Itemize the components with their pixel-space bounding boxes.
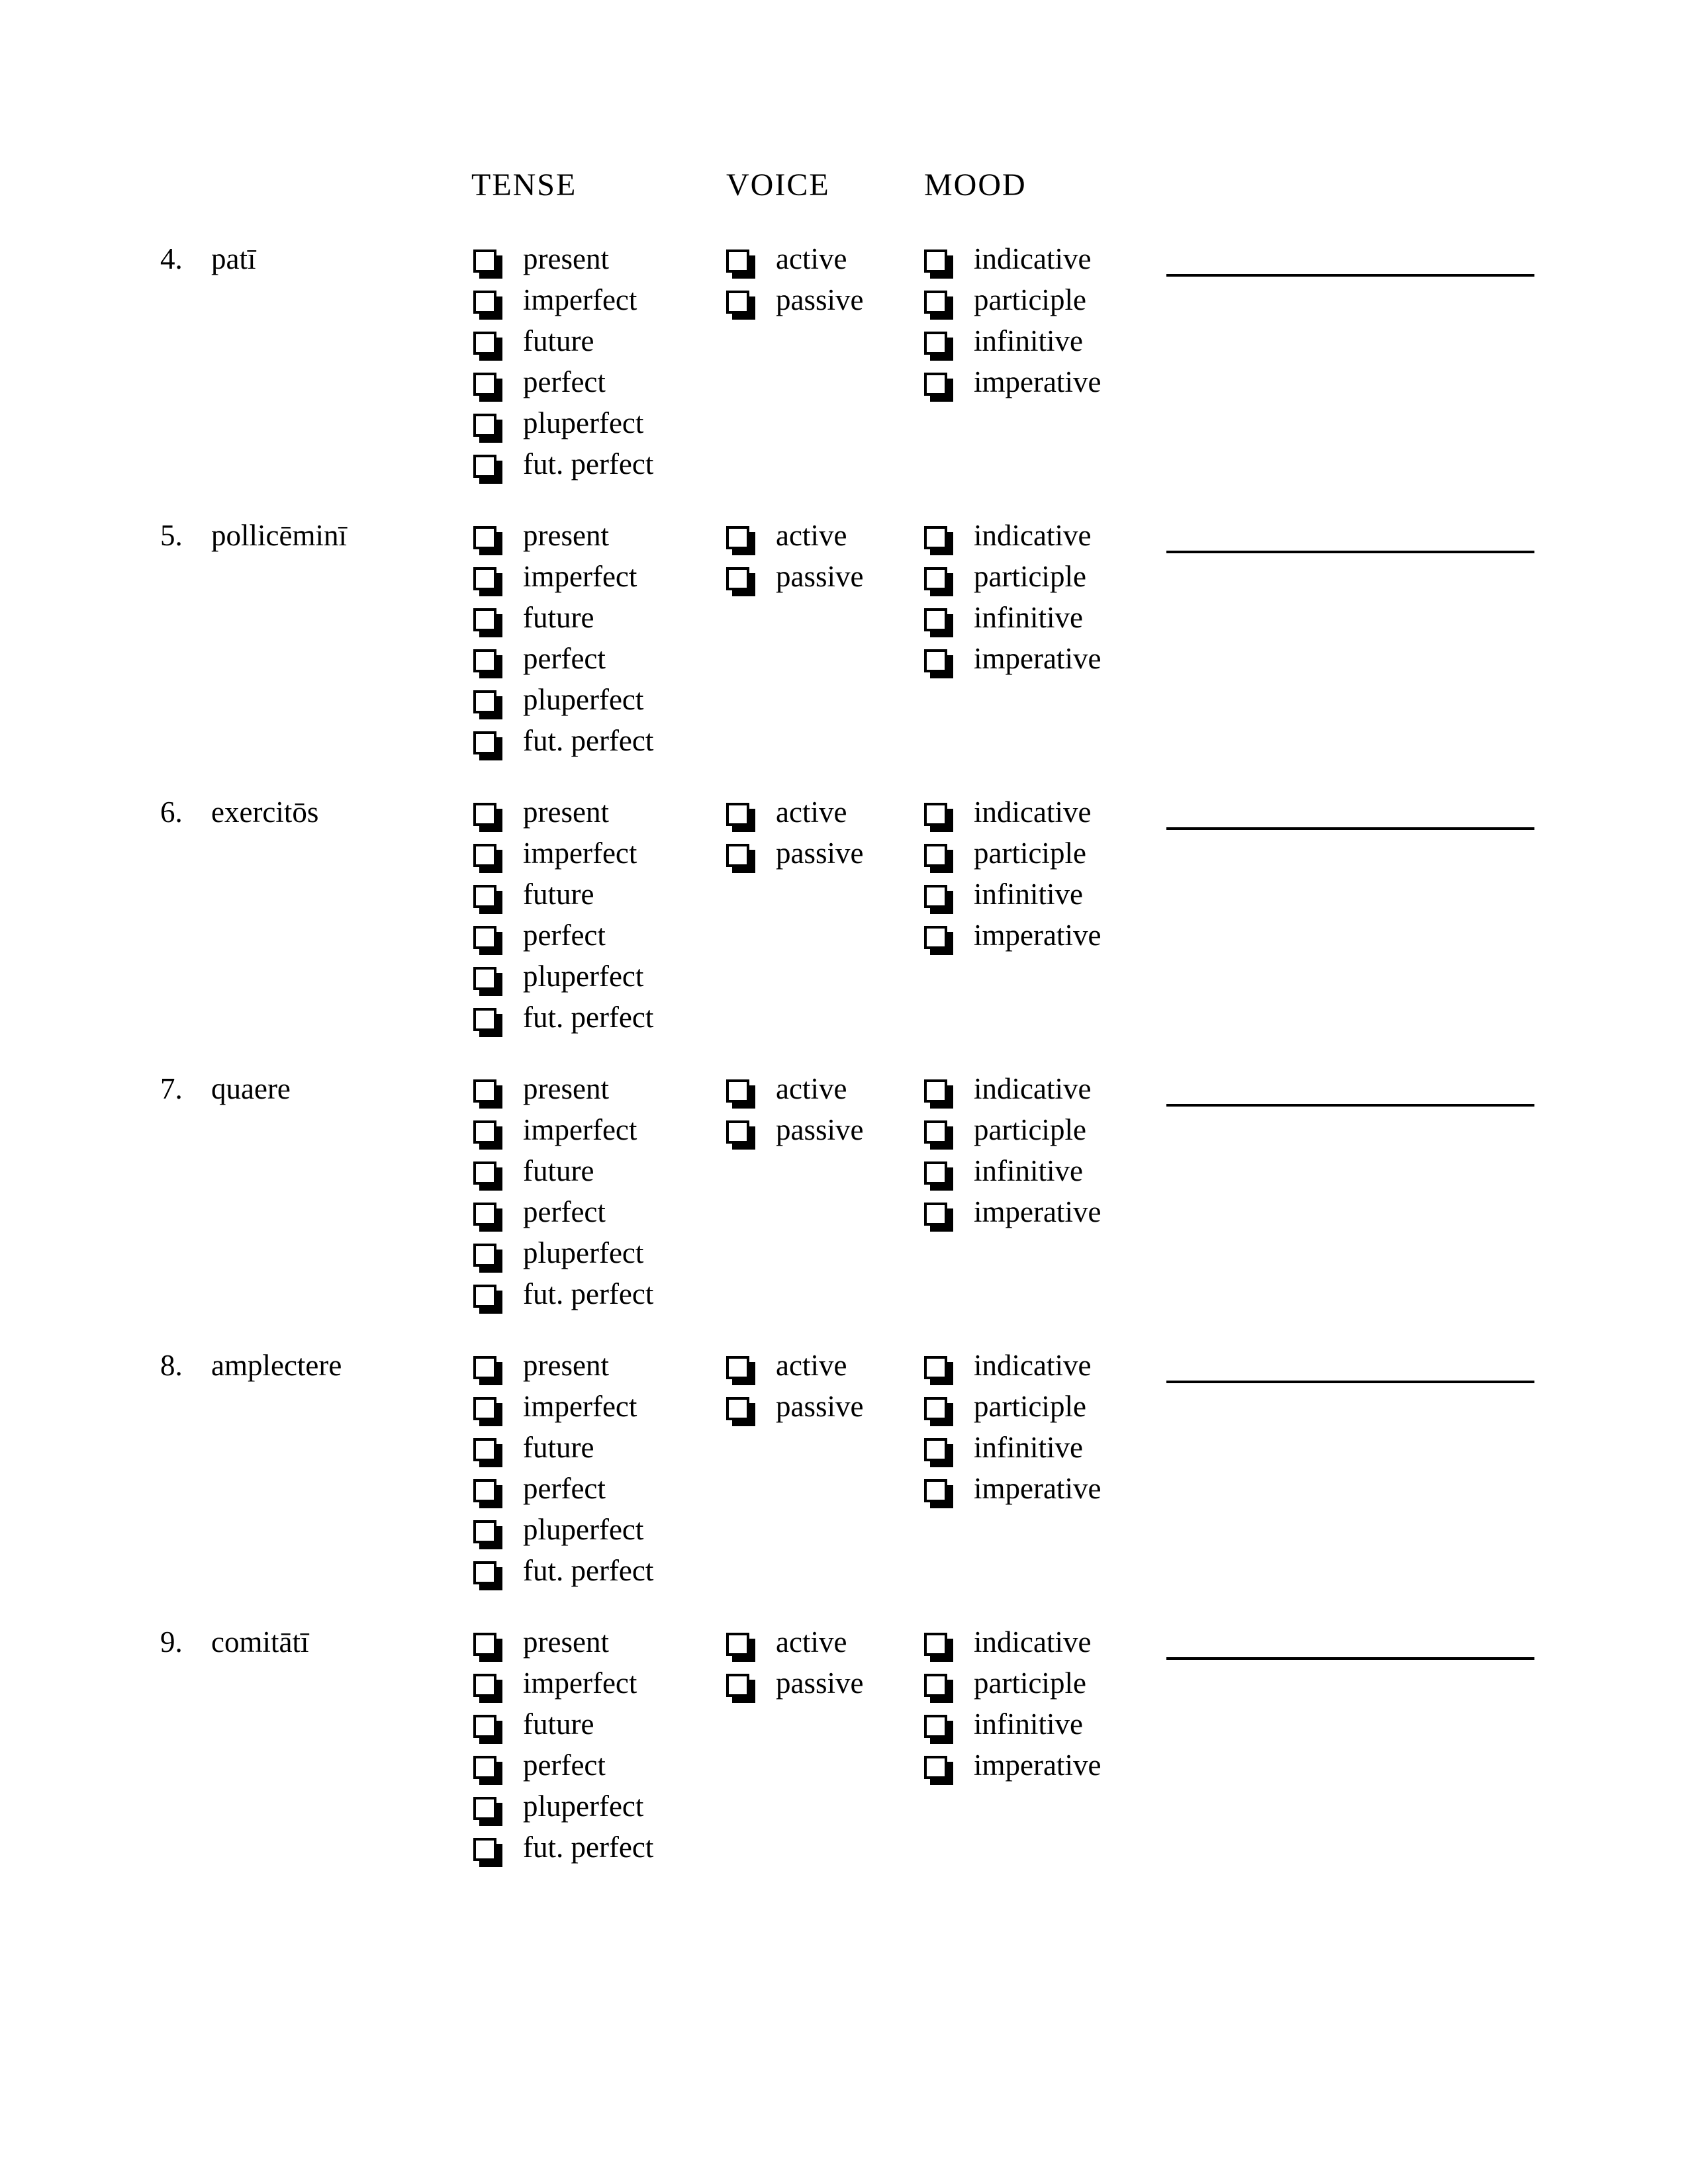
latin-word: amplectere — [211, 1349, 342, 1382]
checkbox-icon[interactable] — [473, 1120, 496, 1144]
option-label: pluperfect — [523, 1790, 644, 1823]
voice-options — [726, 1621, 863, 1704]
checkbox-icon[interactable] — [726, 1356, 749, 1379]
option-label: participle — [974, 1113, 1086, 1146]
checkbox-icon[interactable] — [473, 1203, 496, 1226]
option-label: pluperfect — [523, 1513, 644, 1546]
option-label: imperfect — [523, 283, 637, 316]
option-row — [473, 1345, 653, 1386]
checkbox-icon[interactable] — [924, 1438, 947, 1461]
option-row — [924, 1191, 1101, 1232]
checkbox-icon[interactable] — [924, 526, 947, 549]
option-row — [473, 1150, 653, 1191]
checkbox-icon[interactable] — [473, 1285, 496, 1308]
checkbox-icon[interactable] — [924, 1633, 947, 1656]
checkbox-icon[interactable] — [473, 1244, 496, 1267]
option-label: pluperfect — [523, 683, 644, 716]
answer-line[interactable] — [1166, 274, 1534, 277]
option-row — [924, 1068, 1101, 1109]
option-label: active — [776, 519, 847, 552]
checkbox-icon[interactable] — [473, 1715, 496, 1738]
option-row — [473, 597, 653, 638]
option-row — [473, 792, 653, 833]
option-row — [473, 238, 653, 279]
tense-options — [473, 1345, 653, 1591]
checkbox-icon[interactable] — [726, 844, 749, 867]
checkbox-icon[interactable] — [726, 567, 749, 590]
option-label: imperfect — [523, 1113, 637, 1146]
option-label: pluperfect — [523, 1236, 644, 1269]
option-label: infinitive — [974, 878, 1083, 911]
voice-options — [726, 238, 863, 320]
option-label: imperative — [974, 365, 1102, 398]
checkbox-icon[interactable] — [473, 1520, 496, 1543]
option-row — [726, 792, 863, 833]
option-label: fut. perfect — [523, 1554, 654, 1587]
tense-options — [473, 515, 653, 761]
checkbox-icon[interactable] — [924, 1479, 947, 1502]
option-label: fut. perfect — [523, 1001, 654, 1034]
option-label: active — [776, 796, 847, 829]
option-row — [924, 1745, 1101, 1786]
latin-word: comitātī — [211, 1625, 309, 1659]
option-row — [726, 1621, 863, 1662]
option-row — [726, 833, 863, 874]
option-row — [473, 1386, 653, 1427]
checkbox-icon[interactable] — [924, 332, 947, 355]
option-label: imperative — [974, 919, 1102, 952]
option-label: participle — [974, 560, 1086, 593]
item-number: 9. — [160, 1625, 183, 1659]
header-mood: MOOD — [924, 167, 1027, 203]
option-label: passive — [776, 837, 864, 870]
option-row — [473, 1232, 653, 1273]
option-row — [473, 833, 653, 874]
option-label: indicative — [974, 1072, 1092, 1105]
option-row — [726, 1662, 863, 1704]
option-row — [473, 1509, 653, 1550]
option-label: indicative — [974, 519, 1092, 552]
option-label: imperative — [974, 1195, 1102, 1228]
option-row — [473, 279, 653, 320]
option-label: imperfect — [523, 1390, 637, 1423]
option-label: present — [523, 796, 609, 829]
option-label: future — [523, 324, 594, 357]
option-label: passive — [776, 1390, 864, 1423]
option-row — [726, 279, 863, 320]
checkbox-icon[interactable] — [924, 1079, 947, 1103]
option-row — [924, 638, 1101, 679]
option-label: active — [776, 1625, 847, 1659]
checkbox-icon[interactable] — [473, 803, 496, 826]
option-row — [473, 1109, 653, 1150]
item-number: 7. — [160, 1072, 183, 1105]
option-row — [473, 1662, 653, 1704]
option-label: active — [776, 1349, 847, 1382]
answer-line[interactable] — [1166, 1104, 1534, 1107]
option-label: imperative — [974, 1749, 1102, 1782]
latin-word: quaere — [211, 1072, 291, 1105]
checkbox-icon[interactable] — [473, 608, 496, 631]
checkbox-icon[interactable] — [924, 567, 947, 590]
latin-word: exercitōs — [211, 796, 319, 829]
tense-options — [473, 792, 653, 1038]
option-label: imperfect — [523, 1666, 637, 1700]
option-label: indicative — [974, 242, 1092, 275]
option-label: infinitive — [974, 1431, 1083, 1464]
checkbox-icon[interactable] — [473, 567, 496, 590]
voice-options — [726, 515, 863, 597]
checkbox-icon[interactable] — [924, 1203, 947, 1226]
checkbox-icon[interactable] — [726, 1674, 749, 1697]
option-row — [473, 1273, 653, 1314]
tense-options — [473, 238, 653, 484]
option-label: future — [523, 601, 594, 634]
option-row — [924, 1662, 1101, 1704]
option-row — [473, 874, 653, 915]
checkbox-icon[interactable] — [726, 526, 749, 549]
option-row — [924, 1427, 1101, 1468]
checkbox-icon[interactable] — [726, 803, 749, 826]
option-row — [924, 1621, 1101, 1662]
checkbox-icon[interactable] — [726, 1397, 749, 1420]
option-label: infinitive — [974, 1707, 1083, 1741]
option-row — [473, 956, 653, 997]
checkbox-icon[interactable] — [473, 414, 496, 437]
item-number: 5. — [160, 519, 183, 552]
checkbox-icon[interactable] — [473, 250, 496, 273]
option-label: imperative — [974, 642, 1102, 675]
checkbox-icon[interactable] — [924, 926, 947, 949]
option-label: perfect — [523, 1472, 606, 1505]
option-label: pluperfect — [523, 960, 644, 993]
option-label: imperfect — [523, 560, 637, 593]
item-number: 4. — [160, 242, 183, 275]
option-row — [473, 720, 653, 761]
checkbox-icon[interactable] — [473, 291, 496, 314]
checkbox-icon[interactable] — [924, 1120, 947, 1144]
option-label: passive — [776, 1666, 864, 1700]
option-row — [473, 443, 653, 484]
latin-word: patī — [211, 242, 256, 275]
option-label: imperative — [974, 1472, 1102, 1505]
option-label: fut. perfect — [523, 447, 654, 480]
option-row — [726, 1068, 863, 1109]
checkbox-icon[interactable] — [473, 1797, 496, 1820]
option-label: fut. perfect — [523, 1831, 654, 1864]
checkbox-icon[interactable] — [473, 926, 496, 949]
option-row — [473, 1745, 653, 1786]
checkbox-icon[interactable] — [924, 803, 947, 826]
checkbox-icon[interactable] — [924, 1397, 947, 1420]
option-row — [924, 1109, 1101, 1150]
header-tense: TENSE — [471, 167, 577, 203]
option-row — [726, 556, 863, 597]
option-row — [473, 515, 653, 556]
option-row — [924, 361, 1101, 402]
option-label: participle — [974, 837, 1086, 870]
option-label: perfect — [523, 642, 606, 675]
option-label: present — [523, 1072, 609, 1105]
option-label: future — [523, 878, 594, 911]
option-label: fut. perfect — [523, 724, 654, 757]
option-label: perfect — [523, 1195, 606, 1228]
latin-word: pollicēminī — [211, 519, 347, 552]
option-row — [924, 1704, 1101, 1745]
checkbox-icon[interactable] — [473, 373, 496, 396]
checkbox-icon[interactable] — [924, 1161, 947, 1185]
option-row — [924, 556, 1101, 597]
checkbox-icon[interactable] — [924, 1356, 947, 1379]
tense-options — [473, 1621, 653, 1868]
checkbox-icon[interactable] — [924, 373, 947, 396]
checkbox-icon[interactable] — [473, 690, 496, 713]
option-row — [726, 238, 863, 279]
checkbox-icon[interactable] — [924, 1756, 947, 1779]
option-label: present — [523, 242, 609, 275]
answer-line[interactable] — [1166, 551, 1534, 553]
checkbox-icon[interactable] — [473, 1633, 496, 1656]
checkbox-icon[interactable] — [473, 885, 496, 908]
mood-options — [924, 1068, 1101, 1232]
option-row — [924, 515, 1101, 556]
option-label: present — [523, 1349, 609, 1382]
checkbox-icon[interactable] — [924, 1674, 947, 1697]
checkbox-icon[interactable] — [726, 1633, 749, 1656]
option-row — [924, 1150, 1101, 1191]
option-label: fut. perfect — [523, 1277, 654, 1310]
option-label: future — [523, 1707, 594, 1741]
option-row — [473, 1704, 653, 1745]
option-row — [924, 915, 1101, 956]
checkbox-icon[interactable] — [473, 1356, 496, 1379]
option-label: present — [523, 519, 609, 552]
answer-line[interactable] — [1166, 1657, 1534, 1660]
option-row — [924, 1345, 1101, 1386]
checkbox-icon[interactable] — [924, 1715, 947, 1738]
option-row — [924, 320, 1101, 361]
option-label: passive — [776, 283, 864, 316]
checkbox-icon[interactable] — [924, 649, 947, 672]
mood-options — [924, 1345, 1101, 1509]
checkbox-icon[interactable] — [473, 1756, 496, 1779]
option-row — [726, 1386, 863, 1427]
option-row — [924, 597, 1101, 638]
option-label: present — [523, 1625, 609, 1659]
checkbox-icon[interactable] — [924, 250, 947, 273]
option-label: active — [776, 1072, 847, 1105]
option-row — [924, 238, 1101, 279]
checkbox-icon[interactable] — [473, 967, 496, 990]
option-row — [726, 1109, 863, 1150]
option-label: indicative — [974, 796, 1092, 829]
checkbox-icon[interactable] — [473, 455, 496, 478]
checkbox-icon[interactable] — [473, 526, 496, 549]
mood-options — [924, 238, 1101, 402]
checkbox-icon[interactable] — [473, 649, 496, 672]
option-row — [473, 1621, 653, 1662]
voice-options — [726, 1345, 863, 1427]
answer-line[interactable] — [1166, 827, 1534, 830]
checkbox-icon[interactable] — [726, 1079, 749, 1103]
option-row — [473, 915, 653, 956]
option-row — [924, 833, 1101, 874]
option-row — [473, 1827, 653, 1868]
checkbox-icon[interactable] — [924, 291, 947, 314]
option-row — [726, 1345, 863, 1386]
option-label: perfect — [523, 1749, 606, 1782]
option-row — [924, 279, 1101, 320]
option-label: infinitive — [974, 1154, 1083, 1187]
option-row — [473, 638, 653, 679]
checkbox-icon[interactable] — [924, 885, 947, 908]
checkbox-icon[interactable] — [473, 332, 496, 355]
option-label: infinitive — [974, 601, 1083, 634]
checkbox-icon[interactable] — [473, 1674, 496, 1697]
option-label: participle — [974, 1390, 1086, 1423]
checkbox-icon[interactable] — [473, 1479, 496, 1502]
checkbox-icon[interactable] — [473, 1561, 496, 1584]
answer-line[interactable] — [1166, 1381, 1534, 1383]
option-row — [473, 1068, 653, 1109]
checkbox-icon[interactable] — [726, 250, 749, 273]
option-label: participle — [974, 1666, 1086, 1700]
option-row — [924, 1468, 1101, 1509]
option-row — [473, 679, 653, 720]
checkbox-icon[interactable] — [473, 1838, 496, 1861]
item-number: 6. — [160, 796, 183, 829]
checkbox-icon[interactable] — [473, 844, 496, 867]
option-label: infinitive — [974, 324, 1083, 357]
checkbox-icon[interactable] — [473, 1438, 496, 1461]
mood-options — [924, 515, 1101, 679]
option-row — [473, 361, 653, 402]
option-row — [924, 874, 1101, 915]
header-voice: VOICE — [726, 167, 830, 203]
checkbox-icon[interactable] — [726, 291, 749, 314]
option-label: perfect — [523, 365, 606, 398]
checkbox-icon[interactable] — [726, 1120, 749, 1144]
checkbox-icon[interactable] — [924, 608, 947, 631]
checkbox-icon[interactable] — [473, 1079, 496, 1103]
checkbox-icon[interactable] — [473, 1161, 496, 1185]
option-label: future — [523, 1154, 594, 1187]
option-label: passive — [776, 1113, 864, 1146]
option-row — [473, 1191, 653, 1232]
option-row — [473, 1468, 653, 1509]
tense-options — [473, 1068, 653, 1314]
option-label: active — [776, 242, 847, 275]
option-row — [473, 402, 653, 443]
option-label: passive — [776, 560, 864, 593]
item-number: 8. — [160, 1349, 183, 1382]
option-row — [473, 1550, 653, 1591]
option-label: indicative — [974, 1625, 1092, 1659]
checkbox-icon[interactable] — [473, 1397, 496, 1420]
option-row — [473, 1786, 653, 1827]
checkbox-icon[interactable] — [473, 1008, 496, 1031]
option-label: imperfect — [523, 837, 637, 870]
option-row — [726, 515, 863, 556]
checkbox-icon[interactable] — [473, 731, 496, 754]
option-row — [473, 320, 653, 361]
option-row — [924, 1386, 1101, 1427]
option-label: participle — [974, 283, 1086, 316]
option-label: future — [523, 1431, 594, 1464]
checkbox-icon[interactable] — [924, 844, 947, 867]
mood-options — [924, 1621, 1101, 1786]
option-row — [473, 1427, 653, 1468]
option-row — [473, 997, 653, 1038]
voice-options — [726, 792, 863, 874]
option-label: perfect — [523, 919, 606, 952]
option-row — [473, 556, 653, 597]
option-label: indicative — [974, 1349, 1092, 1382]
option-label: pluperfect — [523, 406, 644, 439]
option-row — [924, 792, 1101, 833]
voice-options — [726, 1068, 863, 1150]
mood-options — [924, 792, 1101, 956]
